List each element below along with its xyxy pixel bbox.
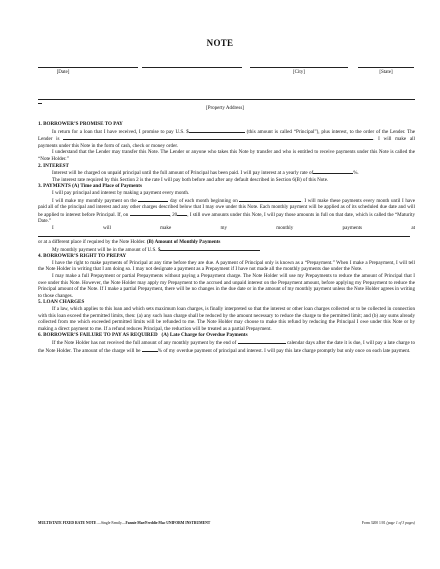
late-days-blank[interactable]: [238, 339, 286, 344]
s3-subheading-amount: (B) Amount of Monthly Payments: [146, 239, 221, 246]
footer-page-count: (page 1 of 3 pages): [386, 521, 415, 525]
s6-text-a: If the Note Holder has not received the full amount of any monthly payment by the end of: [52, 340, 237, 346]
first-payment-date-blank[interactable]: [239, 197, 301, 202]
property-address-label: [Property Address]: [206, 106, 244, 111]
section-2-paragraph-1: [38, 169, 415, 177]
section-1-paragraph-2: I understand that the Lender may transfer this Note. The Lender or anyone who takes this Note by transfer and who is entitled to receive payments under this Note is called the “Note Holder.”: [38, 149, 415, 162]
section-3-paragraph-2: [38, 197, 415, 225]
s6-text-c: after the date it is due, I will pay a late charge to the Note Holder. The amount of the charge will be: [38, 340, 415, 354]
section-3-paragraph-1: I will pay principal and interest by making a payment every month.: [52, 189, 190, 196]
s6-subheading: (A) Late Charge for Overdue Payments: [161, 332, 248, 339]
state-label: [State]: [379, 70, 393, 75]
principal-amount-blank[interactable]: [189, 128, 245, 133]
s3-text-c: . I: [301, 197, 307, 204]
s1-text-e: payments under this Note in the form of cash, check or money order.: [38, 142, 179, 149]
late-charge-percent-blank[interactable]: [142, 347, 158, 352]
section-6-paragraph-1: [38, 339, 415, 354]
section-3-paragraph-4: [38, 246, 415, 254]
section-4-title: 4. BORROWER’S RIGHT TO PREPAY: [38, 253, 127, 260]
s2-text-c: %.: [353, 170, 359, 177]
monthly-payment-blank[interactable]: [160, 246, 260, 251]
s3-text-b: day of each month beginning on: [170, 197, 238, 204]
footer-form-code: Form 3200 1/01: [361, 521, 386, 525]
city-line: [250, 67, 348, 68]
payment-day-blank[interactable]: [138, 197, 168, 202]
section-2-title: 2. INTEREST: [38, 162, 69, 169]
section-4-paragraph-2: I may make a full Prepayment or partial Prepayments without paying a Prepayment charge. The Note Holder will use my Prepayments to reduce the amount of Principal that I owe under this Note. However, the Note Holder may apply my Prepayment to the accrued and unpaid interest on the Prepayment amount, before applying my Prepayment to reduce the Principal amount of the Note. If I make a partial Prepayment, there will be no changes in the due date or in the amount of my monthly payment unless the Note Holder agrees in writing to those changes.: [38, 273, 415, 299]
s6-text-d: % of my overdue: [157, 347, 194, 354]
section-1-title: 1. BORROWER’S PROMISE TO PAY: [38, 121, 123, 127]
footer-instrument: Fannie Mae/Freddie Mac UNIFORM INSTRUMENT: [125, 521, 211, 525]
city-label: [City]: [293, 70, 305, 75]
section-6-title: [38, 332, 415, 339]
section-2-paragraph-2: The interest rate required by this Section 2 is the rate I will pay both before and after any default described in Section 6(B) of this Note.: [52, 176, 329, 183]
document-title: NOTE: [206, 38, 234, 48]
s6-text-e: payment of principal and interest. I will pay this late charge promptly but only once on each late payment.: [194, 347, 411, 354]
s1-text-c: “Principal”), plus interest, to the order of the Lender. The Lender is: [38, 128, 416, 143]
property-address-tick: [38, 103, 42, 104]
section-5-paragraph-1: If a law, which applies to this loan and which sets maximum loan charges, is finally interpreted so that the interest or other loan charges collected or to be collected in connection with this loan exceed the permitted limits, then: (a) any such loan charge shall be reduced by the amount necessary to reduce the charge to the permitted limit; and (b) any sums already collected from me which exceeded permitted limits will be refunded to me. The Note Holder may choose to make this refund by reducing the Principal I owe under this Note or by making a direct payment to me. If a refund reduces Principal, the reduction will be treated as a partial Prepayment.: [38, 306, 415, 332]
section-3-paragraph-3: [38, 225, 415, 239]
s3-text-f: , I still owe amounts under this Note, I will pay those amounts in full on that date, which is called the “Maturity Date.”: [38, 211, 415, 225]
s3-text-place: I will make my monthly payments at: [52, 224, 415, 231]
s2-text-b: rate of: [300, 170, 314, 177]
s1-text-d: . I will make all: [373, 136, 415, 143]
s1-text-b: (this amount is called: [246, 128, 292, 135]
footer-form-title: [38, 521, 210, 525]
maturity-year-blank[interactable]: [177, 211, 187, 216]
maturity-date-blank[interactable]: [130, 211, 170, 216]
s3-text-e: , 20: [169, 211, 178, 218]
footer-family: —Single Family—: [97, 521, 126, 525]
s3-text-different-place: or at a different place if required by the Note Holder.: [38, 239, 146, 246]
section-5-title: 5. LOAN CHARGES: [38, 299, 85, 306]
payment-place-blank[interactable]: [38, 232, 410, 237]
lender-name-blank[interactable]: [63, 135, 373, 140]
footer-form-number: [362, 521, 415, 525]
footer-form-name: MULTISTATE FIXED RATE NOTE: [38, 521, 97, 525]
section-1-paragraph-1: [38, 128, 415, 150]
state-line: [358, 67, 414, 68]
s6-title-text: 6. BORROWER’S FAILURE TO PAY AS REQUIRED: [38, 332, 158, 339]
property-address-line: [38, 99, 415, 100]
section-4-paragraph-1: I have the right to make payments of Principal at any time before they are due. A payment of Principal only is known as a “Prepayment.” When I make a Prepayment, I will tell the Note Holder in writing that I am doing so. I may not designate a payment as a Prepayment if I have not made all the monthly payments due under the Note.: [38, 259, 415, 273]
date-line-ext: [142, 67, 242, 68]
section-3-paragraph-3b: [38, 239, 415, 246]
note-body: [38, 121, 415, 354]
s1-text-a: In return for a loan that I have received, I promise to pay U.S. $: [52, 128, 189, 135]
s3-text-a: I will make my monthly payment on the: [52, 197, 137, 204]
s3-text-amount: My monthly payment will be in the amount of U.S. $: [52, 246, 161, 253]
date-line: [38, 67, 138, 68]
s2-text-a: Interest will be charged on unpaid principal until the full amount of Principal has been paid. I will pay interest at a yearly: [52, 170, 299, 177]
interest-rate-blank[interactable]: [313, 169, 353, 174]
s6-text-b: calendar days: [286, 340, 315, 346]
section-3-title: 3. PAYMENTS (A) Time and Place of Payments: [38, 183, 142, 190]
s3-text-d: will make these payments every month until I have paid all of the principal and interest and any other charges described below that I may owe under this Note. Each monthly payment will be applied as of its scheduled due date and will be applied to interest before Principal. If, on: [38, 197, 415, 218]
date-label: [Date]: [56, 70, 70, 75]
